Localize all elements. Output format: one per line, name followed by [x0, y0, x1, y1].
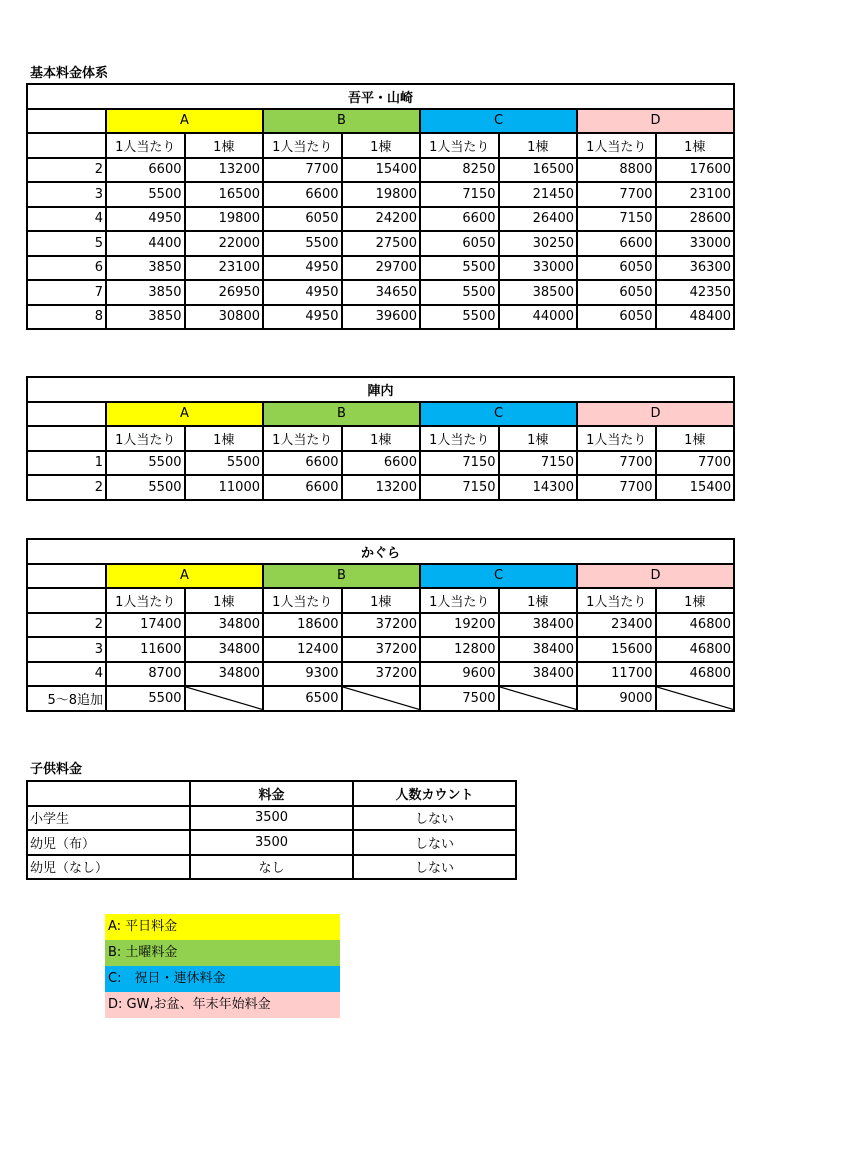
- per-building-price: 38400: [499, 613, 578, 638]
- per-person-price: 4950: [263, 280, 342, 305]
- per-person-price: 7700: [577, 451, 656, 476]
- table-row: [27, 613, 734, 638]
- table-row: [27, 207, 734, 232]
- row-label: 2: [27, 613, 106, 638]
- table-title: 陣内: [27, 377, 734, 402]
- rate-table: [26, 376, 735, 501]
- per-person-header: 1人当たり: [106, 426, 185, 451]
- per-person-price: 6050: [577, 305, 656, 330]
- plan-header-c: C: [420, 402, 577, 427]
- page-title: 基本料金体系: [30, 66, 109, 81]
- child-category: 幼児（布）: [27, 830, 190, 855]
- legend-item-d: D: GW,お盆、年末年始料金: [105, 992, 340, 1018]
- per-person-price: 3850: [106, 280, 185, 305]
- plan-header-row: [27, 402, 734, 427]
- per-building-price: 36300: [656, 256, 735, 281]
- sub-header-row: [27, 133, 734, 158]
- per-building-price: 23100: [185, 256, 264, 281]
- per-person-price: 7700: [577, 475, 656, 500]
- per-person-price: 7700: [577, 182, 656, 207]
- rate-table: [26, 83, 735, 330]
- per-building-price: 37200: [342, 662, 421, 687]
- table-title-row: [27, 377, 734, 402]
- per-building-price: 44000: [499, 305, 578, 330]
- per-building-price: 34800: [185, 637, 264, 662]
- not-applicable-cell: [656, 686, 735, 711]
- table-row: [27, 475, 734, 500]
- empty-cell: [27, 564, 106, 589]
- per-building-price: 30800: [185, 305, 264, 330]
- per-person-header: 1人当たり: [577, 133, 656, 158]
- row-label: 5: [27, 231, 106, 256]
- per-building-price: 46800: [656, 613, 735, 638]
- row-label: 8: [27, 305, 106, 330]
- table-row: [27, 280, 734, 305]
- per-building-header: 1棟: [656, 588, 735, 613]
- children-header-row: [27, 781, 516, 806]
- per-building-header: 1棟: [342, 588, 421, 613]
- per-building-price: 37200: [342, 613, 421, 638]
- per-building-price: 7150: [499, 451, 578, 476]
- table-row: [27, 637, 734, 662]
- table-row: [27, 662, 734, 687]
- table-title: かぐら: [27, 539, 734, 564]
- plan-header-c: C: [420, 109, 577, 134]
- per-person-price: 12800: [420, 637, 499, 662]
- per-person-price: 4950: [263, 305, 342, 330]
- table-row: [27, 855, 516, 880]
- per-building-price: 28600: [656, 207, 735, 232]
- plan-header-a: A: [106, 109, 263, 134]
- per-building-price: 29700: [342, 256, 421, 281]
- per-building-price: 33000: [656, 231, 735, 256]
- per-person-price: 3850: [106, 256, 185, 281]
- legend-item-c: C: 祝日・連休料金: [105, 966, 340, 992]
- per-building-price: 13200: [342, 475, 421, 500]
- per-building-header: 1棟: [185, 426, 264, 451]
- table-row: [27, 231, 734, 256]
- per-building-price: 16500: [185, 182, 264, 207]
- child-headcount: しない: [353, 806, 516, 831]
- per-building-header: 1棟: [342, 133, 421, 158]
- child-category: 幼児（なし）: [27, 855, 190, 880]
- per-person-price: 5500: [106, 182, 185, 207]
- per-building-header: 1棟: [499, 426, 578, 451]
- per-person-price: 4950: [263, 256, 342, 281]
- per-building-price: 19800: [185, 207, 264, 232]
- per-building-price: 6600: [342, 451, 421, 476]
- plan-header-d: D: [577, 109, 734, 134]
- table-row: [27, 305, 734, 330]
- empty-cell: [27, 402, 106, 427]
- per-person-price: 11700: [577, 662, 656, 687]
- per-person-price: 5500: [263, 231, 342, 256]
- per-building-price: 42350: [656, 280, 735, 305]
- per-person-price: 6050: [420, 231, 499, 256]
- per-person-price: 5500: [106, 451, 185, 476]
- per-building-price: 14300: [499, 475, 578, 500]
- per-building-price: 11000: [185, 475, 264, 500]
- child-price: なし: [190, 855, 353, 880]
- per-person-header: 1人当たり: [106, 133, 185, 158]
- per-building-price: 16500: [499, 158, 578, 183]
- plan-header-row: [27, 564, 734, 589]
- row-label: 7: [27, 280, 106, 305]
- per-person-price: 6600: [577, 231, 656, 256]
- per-person-price: 4400: [106, 231, 185, 256]
- per-person-price: 12400: [263, 637, 342, 662]
- plan-header-d: D: [577, 402, 734, 427]
- plan-header-a: A: [106, 402, 263, 427]
- sub-header-row: [27, 588, 734, 613]
- table-row: [27, 686, 734, 711]
- per-building-price: 37200: [342, 637, 421, 662]
- per-person-price: 6050: [263, 207, 342, 232]
- row-label: 2: [27, 475, 106, 500]
- child-price: 3500: [190, 830, 353, 855]
- row-label: 1: [27, 451, 106, 476]
- per-building-price: 15400: [342, 158, 421, 183]
- table-row: [27, 256, 734, 281]
- child-category: 小学生: [27, 806, 190, 831]
- per-building-price: 7700: [656, 451, 735, 476]
- per-person-price: 7150: [577, 207, 656, 232]
- per-building-price: 38500: [499, 280, 578, 305]
- per-person-price: 5500: [106, 686, 185, 711]
- plan-header-row: [27, 109, 734, 134]
- table-row: [27, 451, 734, 476]
- per-building-price: 39600: [342, 305, 421, 330]
- per-building-header: 1棟: [342, 426, 421, 451]
- per-person-price: 7150: [420, 475, 499, 500]
- per-building-price: 46800: [656, 637, 735, 662]
- per-person-price: 8250: [420, 158, 499, 183]
- per-building-price: 38400: [499, 662, 578, 687]
- empty-cell: [27, 133, 106, 158]
- per-building-header: 1棟: [499, 133, 578, 158]
- per-person-price: 7500: [420, 686, 499, 711]
- per-person-price: 5500: [420, 256, 499, 281]
- per-building-price: 19800: [342, 182, 421, 207]
- per-building-price: 26400: [499, 207, 578, 232]
- per-person-price: 19200: [420, 613, 499, 638]
- per-building-header: 1棟: [185, 588, 264, 613]
- per-person-price: 5500: [106, 475, 185, 500]
- per-person-price: 7700: [263, 158, 342, 183]
- per-building-price: 23100: [656, 182, 735, 207]
- plan-header-a: A: [106, 564, 263, 589]
- children-header: 人数カウント: [353, 781, 516, 806]
- per-building-price: 5500: [185, 451, 264, 476]
- row-label: 6: [27, 256, 106, 281]
- per-building-price: 27500: [342, 231, 421, 256]
- per-building-price: 15400: [656, 475, 735, 500]
- per-person-price: 6050: [577, 256, 656, 281]
- per-person-header: 1人当たり: [420, 426, 499, 451]
- per-building-header: 1棟: [185, 133, 264, 158]
- per-person-price: 5500: [420, 305, 499, 330]
- empty-cell: [27, 588, 106, 613]
- sub-header-row: [27, 426, 734, 451]
- row-label: 4: [27, 207, 106, 232]
- per-person-header: 1人当たり: [106, 588, 185, 613]
- empty-cell: [27, 426, 106, 451]
- child-headcount: しない: [353, 855, 516, 880]
- not-applicable-cell: [499, 686, 578, 711]
- per-person-price: 9000: [577, 686, 656, 711]
- children-table: [26, 780, 517, 880]
- row-label: 3: [27, 637, 106, 662]
- per-building-price: 17600: [656, 158, 735, 183]
- per-person-price: 6500: [263, 686, 342, 711]
- per-person-price: 6600: [263, 182, 342, 207]
- legend-item-a: A: 平日料金: [105, 914, 340, 940]
- table-title: 吾平・山崎: [27, 84, 734, 109]
- per-building-price: 13200: [185, 158, 264, 183]
- plan-header-b: B: [263, 564, 420, 589]
- per-person-price: 6600: [106, 158, 185, 183]
- per-person-price: 11600: [106, 637, 185, 662]
- per-person-header: 1人当たり: [263, 133, 342, 158]
- row-label: 4: [27, 662, 106, 687]
- children-title: 子供料金: [30, 762, 83, 777]
- plan-header-d: D: [577, 564, 734, 589]
- per-person-price: 4950: [106, 207, 185, 232]
- children-header: 料金: [190, 781, 353, 806]
- per-building-price: 21450: [499, 182, 578, 207]
- legend: [105, 914, 340, 1018]
- per-person-price: 7150: [420, 451, 499, 476]
- per-person-price: 6600: [420, 207, 499, 232]
- per-building-header: 1棟: [499, 588, 578, 613]
- per-building-price: 34800: [185, 613, 264, 638]
- per-building-price: 22000: [185, 231, 264, 256]
- not-applicable-cell: [342, 686, 421, 711]
- per-person-price: 8700: [106, 662, 185, 687]
- empty-cell: [27, 109, 106, 134]
- per-person-header: 1人当たり: [263, 426, 342, 451]
- child-price: 3500: [190, 806, 353, 831]
- per-person-price: 9300: [263, 662, 342, 687]
- per-building-header: 1棟: [656, 426, 735, 451]
- per-person-price: 23400: [577, 613, 656, 638]
- row-label: 3: [27, 182, 106, 207]
- per-person-price: 6600: [263, 451, 342, 476]
- table-title-row: [27, 539, 734, 564]
- plan-header-b: B: [263, 109, 420, 134]
- table-row: [27, 806, 516, 831]
- per-person-price: 9600: [420, 662, 499, 687]
- child-headcount: しない: [353, 830, 516, 855]
- per-person-price: 6600: [263, 475, 342, 500]
- per-building-price: 30250: [499, 231, 578, 256]
- per-building-price: 48400: [656, 305, 735, 330]
- row-label: 2: [27, 158, 106, 183]
- per-building-price: 26950: [185, 280, 264, 305]
- legend-item-b: B: 土曜料金: [105, 940, 340, 966]
- per-person-price: 18600: [263, 613, 342, 638]
- per-building-price: 46800: [656, 662, 735, 687]
- not-applicable-cell: [185, 686, 264, 711]
- per-person-header: 1人当たり: [577, 588, 656, 613]
- per-building-header: 1棟: [656, 133, 735, 158]
- per-building-price: 38400: [499, 637, 578, 662]
- per-person-price: 17400: [106, 613, 185, 638]
- per-building-price: 24200: [342, 207, 421, 232]
- per-person-header: 1人当たり: [263, 588, 342, 613]
- plan-header-b: B: [263, 402, 420, 427]
- per-person-price: 15600: [577, 637, 656, 662]
- per-person-price: 5500: [420, 280, 499, 305]
- per-person-header: 1人当たり: [577, 426, 656, 451]
- table-title-row: [27, 84, 734, 109]
- per-person-price: 8800: [577, 158, 656, 183]
- table-row: [27, 158, 734, 183]
- per-person-price: 3850: [106, 305, 185, 330]
- per-person-price: 6050: [577, 280, 656, 305]
- table-row: [27, 182, 734, 207]
- row-label: 5～8追加: [27, 686, 106, 711]
- plan-header-c: C: [420, 564, 577, 589]
- rate-table: [26, 538, 735, 712]
- per-building-price: 33000: [499, 256, 578, 281]
- per-person-price: 7150: [420, 182, 499, 207]
- children-header: [27, 781, 190, 806]
- per-person-header: 1人当たり: [420, 588, 499, 613]
- per-building-price: 34800: [185, 662, 264, 687]
- table-row: [27, 830, 516, 855]
- per-building-price: 34650: [342, 280, 421, 305]
- per-person-header: 1人当たり: [420, 133, 499, 158]
